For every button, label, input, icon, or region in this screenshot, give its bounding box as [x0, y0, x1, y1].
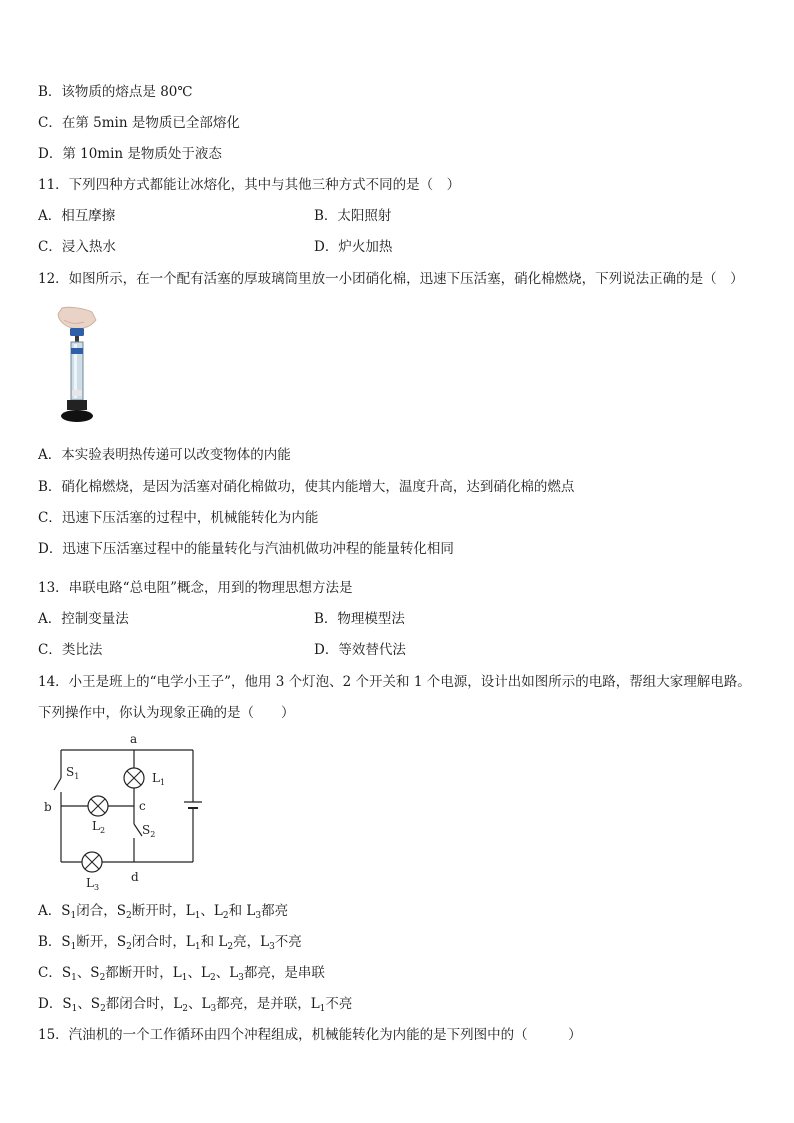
- node-c-label: c: [139, 799, 146, 813]
- circuit-diagram: [36, 730, 216, 892]
- q13-option-b: B．物理模型法: [314, 611, 405, 627]
- q13-option-c: C．类比法: [38, 642, 103, 658]
- lamp-l2-icon: [88, 796, 108, 816]
- q11-option-b: B．太阳照射: [314, 208, 392, 224]
- q14-option-c: C．$S_1$、$S_2$都断开时，$L_1$、$L_2$、$L_3$都亮，是串联: [38, 965, 325, 983]
- lamp-l2-label: $L_2$: [92, 819, 106, 835]
- q13-option-d: D．等效替代法: [314, 642, 406, 658]
- lamp-l3-icon: [82, 852, 102, 872]
- node-a-label: a: [130, 732, 138, 746]
- node-d-label: d: [131, 870, 139, 884]
- switch-s2-label: $S_2$: [142, 823, 156, 839]
- q12-option-b: B．硝化棉燃烧，是因为活塞对硝化棉做功，使其内能增大，温度升高，达到硝化棉的燃点: [38, 479, 575, 495]
- q14-option-a: A．$S_1$闭合，$S_2$断开时，$L_1$、$L_2$和 $L_3$都亮: [38, 903, 289, 921]
- q13-stem: 13．串联电路“总电阻”概念，用到的物理思想方法是: [38, 580, 353, 596]
- q10-option-b: B．该物质的熔点是 80℃: [38, 84, 193, 100]
- q14-option-d: D．$S_1$、$S_2$都闭合时，$L_2$、$L_3$都亮，是并联，$L_1$不亮: [38, 996, 353, 1014]
- q10-option-d: D．第 10min 是物质处于液态: [38, 146, 222, 162]
- q12-stem: 12．如图所示，在一个配有活塞的厚玻璃筒里放一小团硝化棉，迅速下压活塞，硝化棉燃烧，下列说法正确的是（ ）: [38, 271, 744, 287]
- q14-stem-line2: 下列操作中，你认为现象正确的是（ ）: [38, 705, 295, 721]
- q11-option-d: D．炉火加热: [314, 239, 393, 255]
- q11-option-a: A．相互摩擦: [38, 208, 116, 224]
- lamp-l1-icon: [124, 768, 144, 788]
- lamp-l1-label: $L_1$: [152, 771, 166, 787]
- q13-option-a: A．控制变量法: [38, 611, 129, 627]
- q14-option-b: B．$S_1$断开，$S_2$闭合时，$L_1$和 $L_2$亮，$L_3$不亮: [38, 934, 302, 952]
- q12-option-d: D．迅速下压活塞过程中的能量转化与汽油机做功冲程的能量转化相同: [38, 541, 454, 557]
- q10-option-c: C．在第 5min 是物质已全部熔化: [38, 115, 240, 131]
- q11-stem: 11．下列四种方式都能让冰熔化，其中与其他三种方式不同的是（ ）: [38, 177, 461, 193]
- lamp-l3-label: $L_3$: [86, 876, 100, 892]
- glass-cylinder-photo: [44, 306, 116, 430]
- q12-option-c: C．迅速下压活塞的过程中，机械能转化为内能: [38, 510, 319, 526]
- q12-option-a: A．本实验表明热传递可以改变物体的内能: [38, 447, 291, 463]
- node-b-label: b: [44, 800, 52, 814]
- switch-s1-label: $S_1$: [66, 765, 80, 781]
- q15-stem: 15．汽油机的一个工作循环由四个冲程组成，机械能转化为内能的是下列图中的（ ）: [38, 1027, 582, 1043]
- q14-stem-line1: 14．小王是班上的“电学小王子”，他用 3 个灯泡、2 个开关和 1 个电源，设计出如图所示的电路，帮组大家理解电路。: [38, 674, 751, 690]
- q11-option-c: C．浸入热水: [38, 239, 116, 255]
